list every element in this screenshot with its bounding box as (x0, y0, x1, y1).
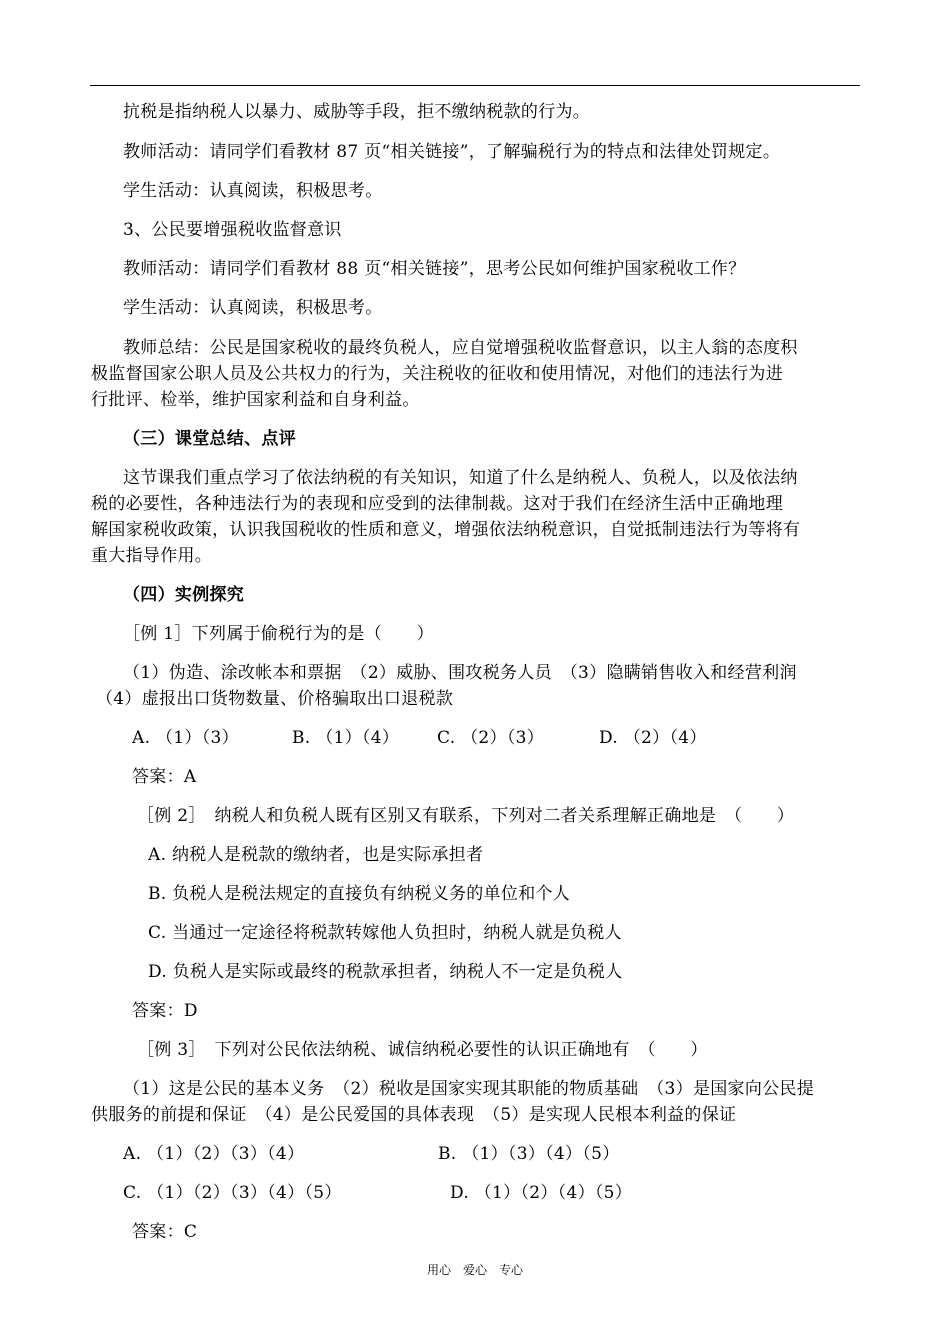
option-a: A. （1）（2）（3）（4） (123, 1144, 305, 1164)
option-a: A. （1）（3） (132, 728, 239, 748)
paragraph-line: 这节课我们重点学习了依法纳税的有关知识，知道了什么是纳税人、负税人，以及依法纳 (123, 468, 798, 488)
page-footer: 用心 爱心 专心 (426, 1263, 523, 1277)
example-question: ［例 1］下列属于偷税行为的是（ ） (123, 624, 434, 644)
example-question: ［例 3］ 下列对公民依法纳税、诚信纳税必要性的认识正确地有 （ ） (137, 1040, 708, 1060)
paragraph-line: 教师总结：公民是国家税收的最终负税人，应自觉增强税收监督意识，以主人翁的态度积 (123, 338, 798, 358)
header-rule (90, 85, 860, 86)
subheading: 3、公民要增强税收监督意识 (123, 220, 342, 240)
example-question: ［例 2］ 纳税人和负税人既有区别又有联系，下列对二者关系理解正确地是 （ ） (137, 806, 795, 826)
paragraph-line: 行批评、检举，维护国家利益和自身利益。 (91, 390, 420, 410)
option-c: C. 当通过一定途径将税款转嫁他人负担时，纳税人就是负税人 (148, 923, 622, 943)
option-b: B. 负税人是税法规定的直接负有纳税义务的单位和个人 (148, 884, 571, 904)
example-items: （4）虚报出口货物数量、价格骗取出口退税款 (96, 689, 454, 709)
option-c: C. （2）（3） (437, 728, 545, 748)
option-d: D. （2）（4） (599, 728, 707, 748)
paragraph: 教师活动：请同学们看教材 88 页“相关链接”，思考公民如何维护国家税收工作？ (123, 259, 746, 279)
example-items: 供服务的前提和保证 （4）是公民爱国的具体表现 （5）是实现人民根本利益的保证 (91, 1105, 737, 1125)
paragraph: 学生活动：认真阅读，积极思考。 (123, 298, 383, 318)
paragraph: 教师活动：请同学们看教材 87 页“相关链接”，了解骗税行为的特点和法律处罚规定。 (123, 142, 781, 162)
example-items: （1）伪造、涂改帐本和票据 （2）威胁、围攻税务人员 （3）隐瞒销售收入和经营利润 (123, 663, 797, 683)
option-b: B. （1）（3）（4）（5） (438, 1144, 620, 1164)
answer: 答案：C (132, 1222, 198, 1242)
example-items: （1）这是公民的基本义务 （2）税收是国家实现其职能的物质基础 （3）是国家向公民提 (123, 1079, 815, 1099)
answer: 答案：A (132, 767, 197, 787)
option-b: B. （1）（4） (292, 728, 400, 748)
paragraph-line: 极监督国家公职人员及公共权力的行为，关注税收的征收和使用情况，对他们的违法行为进 (91, 364, 783, 384)
paragraph-line: 重大指导作用。 (91, 546, 213, 566)
section-heading: （四）实例探究 (123, 585, 245, 605)
option-d: D. 负税人是实际或最终的税款承担者，纳税人不一定是负税人 (148, 962, 623, 982)
option-c: C. （1）（2）（3）（4）（5） (123, 1183, 342, 1203)
paragraph-line: 税的必要性，各种违法行为的表现和应受到的法律制裁。这对于我们在经济生活中正确地理 (91, 494, 783, 514)
paragraph: 学生活动：认真阅读，积极思考。 (123, 181, 383, 201)
answer: 答案：D (132, 1001, 198, 1021)
option-a: A. 纳税人是税款的缴纳者，也是实际承担者 (148, 845, 484, 865)
section-heading: （三）课堂总结、点评 (123, 429, 296, 449)
paragraph: 抗税是指纳税人以暴力、威胁等手段，拒不缴纳税款的行为。 (123, 102, 591, 122)
paragraph-line: 解国家税收政策，认识我国税收的性质和意义，增强依法纳税意识，自觉抵制违法行为等将有 (91, 520, 801, 540)
option-d: D. （1）（2）（4）（5） (450, 1183, 633, 1203)
